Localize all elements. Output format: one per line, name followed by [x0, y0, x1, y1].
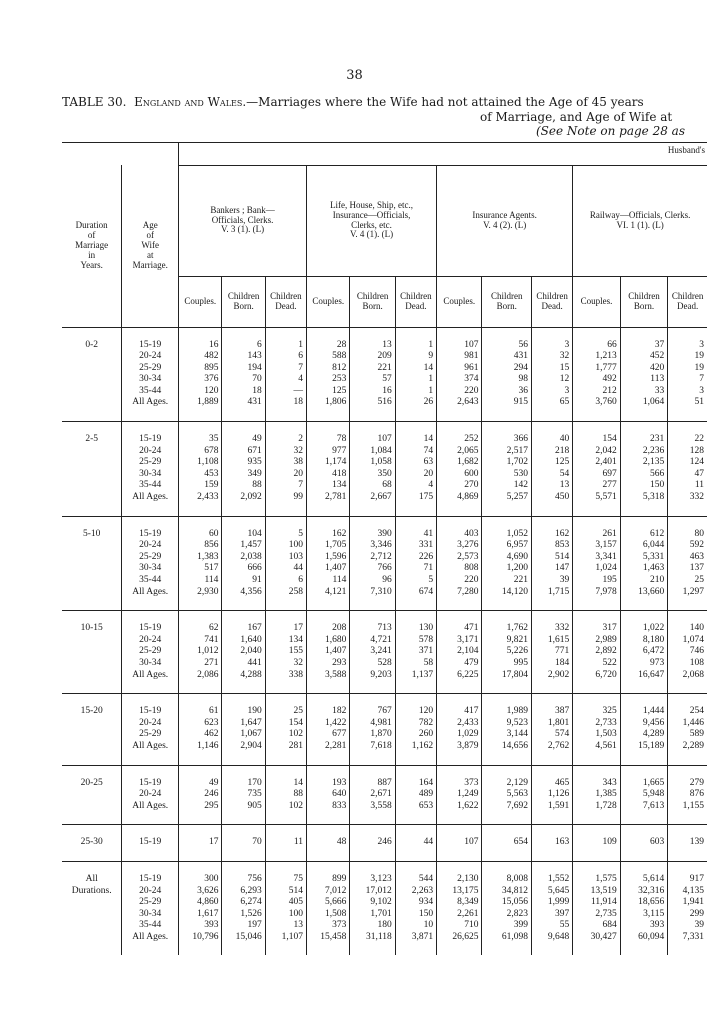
children-dead-cell: 544 2,263 934 150 10 3,871 [395, 861, 436, 955]
children-dead-cell: 120 782 260 1,162 [395, 694, 436, 765]
duration-cell: 20-25 [62, 765, 122, 825]
children-born-cell: 1,989 9,523 3,144 14,656 [482, 694, 532, 765]
children-born-cell: 49 671 935 349 88 2,092 [222, 422, 265, 517]
children-dead-cell: 11 [265, 825, 306, 862]
children-dead-cell: 254 1,446 589 2,289 [668, 694, 707, 765]
couples-cell: 317 2,989 2,892 522 6,720 [573, 611, 620, 694]
children-dead-cell: 3 19 19 7 3 51 [668, 327, 707, 422]
title-line3: (See Note on page 28 as [536, 124, 685, 138]
duration-cell: 0-2 [62, 327, 122, 422]
couples-cell: 417 2,433 1,029 3,879 [437, 694, 482, 765]
couples-header: Couples. [307, 276, 350, 327]
couples-cell: 471 3,171 2,104 479 6,225 [437, 611, 482, 694]
children-dead-cell: 5 100 103 44 6 258 [265, 516, 306, 611]
children-born-cell: 13 209 221 57 16 516 [350, 327, 395, 422]
children-dead-cell: 163 [532, 825, 573, 862]
page-number: 38 [346, 68, 363, 83]
table-row [62, 825, 707, 862]
age-cell: 15-19 20-24 25-29 30-34 35-44 All Ages. [122, 516, 179, 611]
children-born-cell: 1,022 8,180 6,472 973 16,647 [620, 611, 667, 694]
children-dead-header: Children Dead. [265, 276, 306, 327]
couples-cell: 300 3,626 4,860 1,617 393 10,796 [179, 861, 222, 955]
table-label: TABLE 30. [62, 95, 127, 109]
children-born-cell: 231 2,236 2,135 566 150 5,318 [620, 422, 667, 517]
table-row [62, 516, 707, 611]
couples-cell: 107 [437, 825, 482, 862]
title-line1: —Marriages where the Wife had not attained the Age of 45 years [246, 95, 644, 109]
couples-cell: 154 2,042 2,401 697 277 5,571 [573, 422, 620, 517]
couples-cell: 343 1,385 1,728 [573, 765, 620, 825]
children-born-cell: 37 452 420 113 33 1,064 [620, 327, 667, 422]
duration-cell: 5-10 [62, 516, 122, 611]
children-dead-cell: 1,552 5,645 1,999 397 55 9,648 [532, 861, 573, 955]
table-title [62, 95, 644, 109]
children-born-header: Children Born. [350, 276, 395, 327]
couples-cell: 48 [307, 825, 350, 862]
children-dead-cell: 279 876 1,155 [668, 765, 707, 825]
children-dead-cell: 139 [668, 825, 707, 862]
age-cell: 15-19 [122, 825, 179, 862]
age-cell: 15-19 20-24 25-29 30-34 All Ages. [122, 611, 179, 694]
age-header: Age of Wife at Marriage. [122, 165, 179, 327]
couples-cell: 193 640 833 [307, 765, 350, 825]
children-born-header: Children Born. [482, 276, 532, 327]
duration-cell: 25-30 [62, 825, 122, 862]
region-label: England and Wales. [134, 95, 247, 109]
children-born-cell: 170 735 905 [222, 765, 265, 825]
children-dead-cell: 22 128 124 47 11 332 [668, 422, 707, 517]
couples-cell: 162 1,705 1,596 1,407 114 4,121 [307, 516, 350, 611]
children-born-cell: 107 1,084 1,058 350 68 2,667 [350, 422, 395, 517]
children-born-cell: 366 2,517 1,702 530 142 5,257 [482, 422, 532, 517]
children-dead-cell: 130 578 371 58 1,137 [395, 611, 436, 694]
age-cell: 15-19 20-24 25-29 30-34 35-44 All Ages. [122, 422, 179, 517]
children-dead-cell: 162 853 514 147 39 1,715 [532, 516, 573, 611]
title-line2: of Marriage, and Age of Wife at [480, 110, 673, 124]
children-born-cell: 104 1,457 2,038 666 91 4,356 [222, 516, 265, 611]
couples-cell: 2,130 13,175 8,349 2,261 710 26,625 [437, 861, 482, 955]
children-born-cell: 612 6,044 5,331 1,463 210 13,660 [620, 516, 667, 611]
couples-cell: 16 482 895 376 120 1,889 [179, 327, 222, 422]
children-dead-cell: 14 74 63 20 4 175 [395, 422, 436, 517]
children-born-header: Children Born. [222, 276, 265, 327]
table-row [62, 327, 707, 422]
children-dead-cell: 25 154 102 281 [265, 694, 306, 765]
couples-cell: 1,575 13,519 11,914 2,735 684 30,427 [573, 861, 620, 955]
children-born-cell: 603 [620, 825, 667, 862]
couples-cell: 35 678 1,108 453 159 2,433 [179, 422, 222, 517]
occupation-group-header: Bankers ; Bank— Officials, Clerks. V. 3 (1). (L) [179, 165, 307, 276]
children-born-cell: 167 1,640 2,040 441 4,288 [222, 611, 265, 694]
children-dead-cell: 2 32 38 20 7 99 [265, 422, 306, 517]
duration-cell: 10-15 [62, 611, 122, 694]
couples-header: Couples. [437, 276, 482, 327]
children-dead-cell: 75 514 405 100 13 1,107 [265, 861, 306, 955]
children-dead-cell: 332 1,615 771 184 2,902 [532, 611, 573, 694]
children-dead-header: Children Dead. [668, 276, 707, 327]
children-dead-cell: 164 489 653 [395, 765, 436, 825]
couples-cell: 252 2,065 1,682 600 270 4,869 [437, 422, 482, 517]
couples-cell: 49 246 295 [179, 765, 222, 825]
children-dead-cell: 465 1,126 1,591 [532, 765, 573, 825]
duration-cell: All Durations. [62, 861, 122, 955]
children-born-cell: 887 2,671 3,558 [350, 765, 395, 825]
table-row [62, 765, 707, 825]
couples-header: Couples. [573, 276, 620, 327]
occupation-group-header: Life, House, Ship, etc., Insurance—Officials, Clerks, etc. V. 4 (1). (L) [307, 165, 437, 276]
children-dead-cell: 387 1,801 574 2,762 [532, 694, 573, 765]
children-born-cell: 654 [482, 825, 532, 862]
children-born-cell: 767 4,981 1,870 7,618 [350, 694, 395, 765]
children-dead-cell: 3 32 15 12 3 65 [532, 327, 573, 422]
age-cell: 15-19 20-24 25-29 30-34 35-44 All Ages. [122, 861, 179, 955]
children-born-cell: 56 431 294 98 36 915 [482, 327, 532, 422]
occupation-group-header: Railway—Officials, Clerks. VI. 1 (1). (L) [573, 165, 707, 276]
children-dead-cell: 140 1,074 746 108 2,068 [668, 611, 707, 694]
table-row [62, 694, 707, 765]
table-row [62, 611, 707, 694]
couples-cell: 17 [179, 825, 222, 862]
duration-header: Duration of Marriage in Years. [62, 165, 122, 327]
header-spacer [62, 143, 179, 166]
couples-cell: 325 2,733 1,503 4,561 [573, 694, 620, 765]
couples-cell: 899 7,012 5,666 1,508 373 15,458 [307, 861, 350, 955]
children-dead-cell: 1 9 14 1 1 26 [395, 327, 436, 422]
children-born-cell: 390 3,346 2,712 766 96 7,310 [350, 516, 395, 611]
couples-cell: 61 623 462 1,146 [179, 694, 222, 765]
children-born-cell: 2,129 5,563 7,692 [482, 765, 532, 825]
couples-header: Couples. [179, 276, 222, 327]
children-dead-header: Children Dead. [395, 276, 436, 327]
children-dead-cell: 1 6 7 4 — 18 [265, 327, 306, 422]
occupation-group-header: Insurance Agents. V. 4 (2). (L) [437, 165, 573, 276]
table-row [62, 422, 707, 517]
couples-cell: 261 3,157 3,341 1,024 195 7,978 [573, 516, 620, 611]
children-born-cell: 70 [222, 825, 265, 862]
children-born-cell: 5,614 32,316 18,656 3,115 393 60,094 [620, 861, 667, 955]
age-cell: 15-19 20-24 25-29 30-34 35-44 All Ages. [122, 327, 179, 422]
children-born-cell: 1,052 6,957 4,690 1,200 221 14,120 [482, 516, 532, 611]
children-born-cell: 713 4,721 3,241 528 9,203 [350, 611, 395, 694]
husbands-header: Husband's [179, 143, 707, 166]
couples-cell: 208 1,680 1,407 293 3,588 [307, 611, 350, 694]
couples-cell: 62 741 1,012 271 2,086 [179, 611, 222, 694]
children-dead-cell: 44 [395, 825, 436, 862]
children-born-cell: 190 1,647 1,067 2,904 [222, 694, 265, 765]
children-dead-cell: 14 88 102 [265, 765, 306, 825]
couples-cell: 373 1,249 1,622 [437, 765, 482, 825]
children-born-cell: 8,008 34,812 15,056 2,823 399 61,098 [482, 861, 532, 955]
couples-cell: 109 [573, 825, 620, 862]
children-born-header: Children Born. [620, 276, 667, 327]
children-born-cell: 1,762 9,821 5,226 995 17,804 [482, 611, 532, 694]
children-born-cell: 3,123 17,012 9,102 1,701 180 31,118 [350, 861, 395, 955]
couples-cell: 60 856 1,383 517 114 2,930 [179, 516, 222, 611]
duration-cell: 2-5 [62, 422, 122, 517]
marriages-table [62, 142, 707, 955]
children-dead-cell: 80 592 463 137 25 1,297 [668, 516, 707, 611]
duration-cell: 15-20 [62, 694, 122, 765]
children-born-cell: 1,665 5,948 7,613 [620, 765, 667, 825]
children-born-cell: 1,444 9,456 4,289 15,189 [620, 694, 667, 765]
children-born-cell: 756 6,293 6,274 1,526 197 15,046 [222, 861, 265, 955]
couples-cell: 107 981 961 374 220 2,643 [437, 327, 482, 422]
age-cell: 15-19 20-24 All Ages. [122, 765, 179, 825]
children-dead-header: Children Dead. [532, 276, 573, 327]
age-cell: 15-19 20-24 25-29 All Ages. [122, 694, 179, 765]
children-dead-cell: 40 218 125 54 13 450 [532, 422, 573, 517]
table-row [62, 861, 707, 955]
couples-cell: 28 588 812 253 125 1,806 [307, 327, 350, 422]
children-dead-cell: 17 134 155 32 338 [265, 611, 306, 694]
children-dead-cell: 41 331 226 71 5 674 [395, 516, 436, 611]
children-born-cell: 246 [350, 825, 395, 862]
couples-cell: 403 3,276 2,573 808 220 7,280 [437, 516, 482, 611]
couples-cell: 66 1,213 1,777 492 212 3,760 [573, 327, 620, 422]
couples-cell: 78 977 1,174 418 134 2,781 [307, 422, 350, 517]
children-born-cell: 6 143 194 70 18 431 [222, 327, 265, 422]
children-dead-cell: 917 4,135 1,941 299 39 7,331 [668, 861, 707, 955]
couples-cell: 182 1,422 677 2,281 [307, 694, 350, 765]
